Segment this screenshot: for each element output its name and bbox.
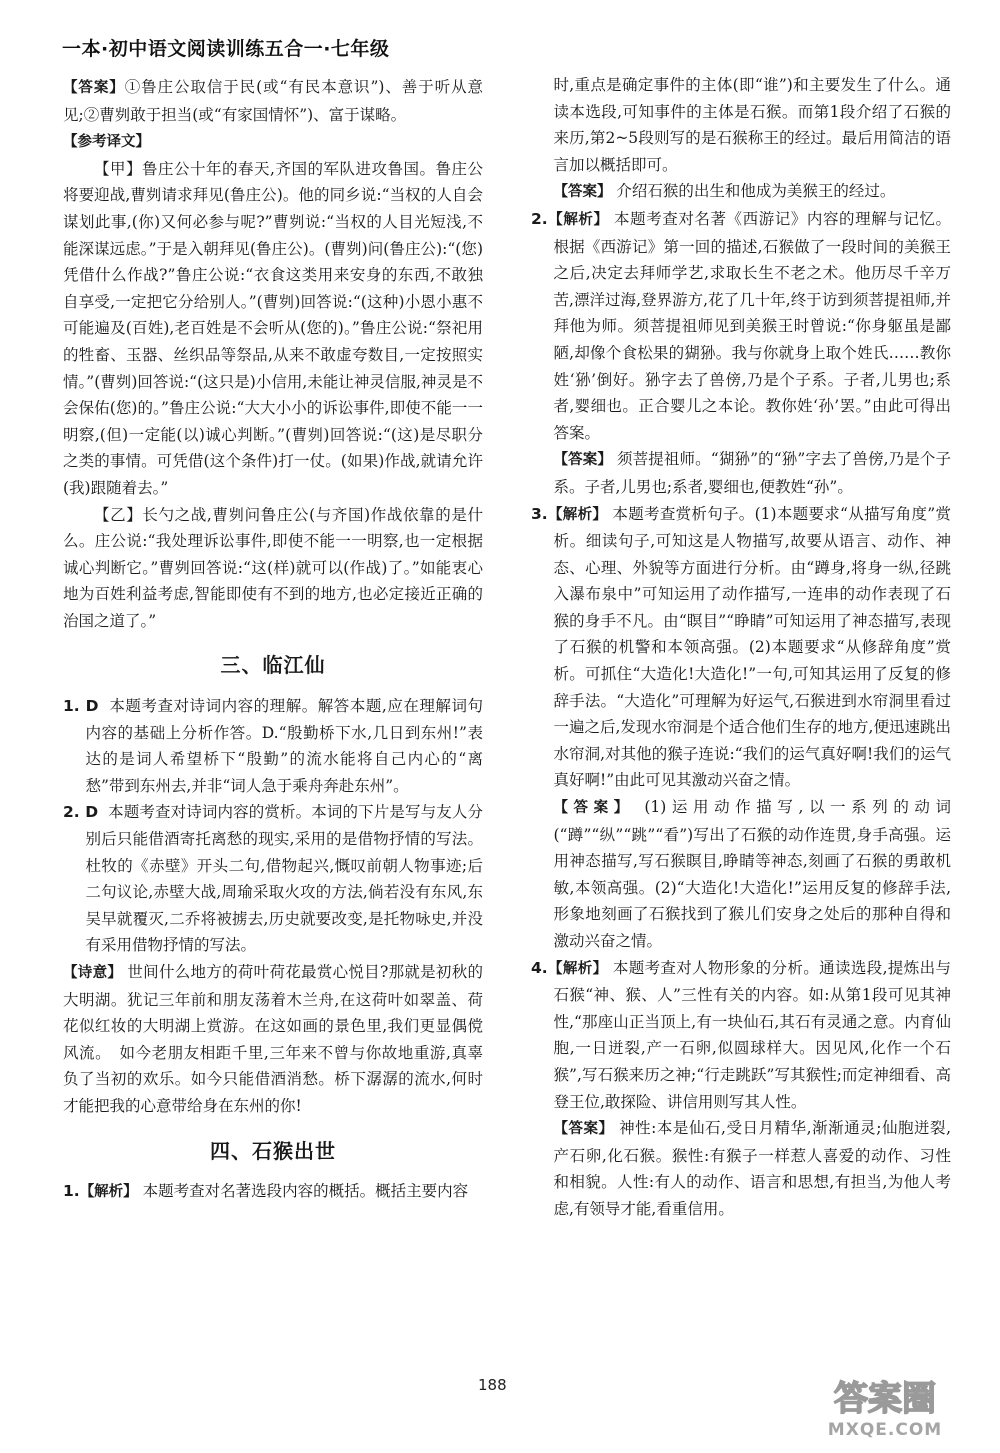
question-3-number: 3. [531,504,548,523]
answer-1-text: 介绍石猴的出生和他成为美猴王的经过。 [616,182,896,201]
question-4-text: 本题考查对人物形象的分析。通读选段,提炼出与石猴“神、猴、人”三性有关的内容。如:从第1段可见其神性,“那座山正当顶上,有一块仙石,其石有灵通之意。内育仙胞,一日迸裂,产一石卵,似圆球样大。因见风,化作一个石猴”,写石猴来历之神;“行走跳跃”写其猴性;而定神细看、高登王位,敢探险、讲信用则写其人性。 [553,958,951,1111]
answer-3-text: (1)运用动作描写,以一系列的动词(“蹲”“纵”“跳”“看”)写出了石猴的动作连贯,身手高强。运用神态描写,写石猴瞑目,睁睛等神态,刻画了石猴的勇敢机敏,本领高强。(2)“大造化!大造化!”运用反复的修辞手法,形象地刻画了石猴找到了猴儿们安身之处后的那种自得和激动兴奋之情。 [553,798,951,950]
answer-3-tag: 【答案】 [553,800,634,817]
answer-4-tag: 【答案】 [553,1121,614,1138]
reference-translation-heading [63,128,483,156]
answer-2 [531,446,951,500]
translation-jia: 【甲】鲁庄公十年的春天,齐国的军队进攻鲁国。鲁庄公将要迎战,曹刿请求拜见(鲁庄公)。他的同乡说:“当权的人自会谋划此事,(你)又何必参与呢?”曹刿说:“当权的人目光短浅,不能深谋远虑。”于是入朝拜见(鲁庄公)。(曹刿)问(鲁庄公):“(您)凭借什么作战?”鲁庄公说:“衣食这类用来安身的东西,不敢独自享受,一定把它分给别人。”(曹刿)回答说:“(这种)小恩小惠不可能遍及(百姓),老百姓是不会听从(您的)。”鲁庄公说:“祭祀用的牲畜、玉器、丝织品等祭品,从来不敢虚夸数目,一定按照实情。”(曹刿)回答说:“(这只是)小信用,未能让神灵信服,神灵是不会保佑(您)的。”鲁庄公说:“大大小小的诉讼事件,即使不能一一明察,(但)一定能(以)诚心判断。”(曹刿)回答说:“(这)是尽职分之类的事情。可凭借(这个条件)打一仗。(如果)作战,就请允许(我)跟随着去。” [63,159,483,497]
question-3-tag: 【解析】 [547,506,608,523]
question-2-tag: 【解析】 [547,211,609,228]
poem-tag: 【诗意】 [63,965,123,981]
question-2-text: 本题考查对名著《西游记》内容的理解与记忆。根据《西游记》第一回的描述,石猴做了一段时间的美猴王之后,决定去拜师学艺,求取长生不老之术。他历尽千辛万苦,漂洋过海,登界游方,花了几十年,终于访到须菩提祖师,并拜他为师。须菩提祖师见到美猴王时曾说:“你身躯虽是鄙陋,却像个食松果的猢狲。我与你就身上取个姓氏……教你姓‘狲’倒好。狲字去了兽傍,乃是个子系。子者,儿男也;系者,婴细也。正合婴儿之本论。教你姓‘孙’罢。”由此可得出答案。 [553,209,951,442]
answer-1-tag: 【答案】 [553,184,612,201]
section-title-linjiangxian: 三、临江仙 [220,653,326,678]
question-1-text: 本题考查对诗词内容的理解。解答本题,应在理解词句内容的基础上分析作答。D.“殷勤桥下水,几日到东州!”表达的是词人希望桥下“殷勤”的流水能将自己内心的“离愁”带到东州去,并非“词人急于乘舟奔赴东州”。 [85,697,483,795]
question-4-number: 4. [531,958,548,977]
question-2-analysis [531,206,951,446]
question-2-number: 2. D [63,803,99,822]
analysis-tag: 【解析】 [79,1184,138,1201]
page-number: 188 [478,1376,507,1394]
answer-block [63,74,483,128]
answer-1 [531,178,951,206]
watermark-text: 答案圈 [834,1379,936,1419]
reference-tag: 【参考译文】 [63,134,150,151]
section4-question-1-number: 1. [63,1182,80,1201]
question-4-analysis [531,955,951,1116]
question-1 [63,693,483,799]
question-3-analysis [531,501,951,795]
question-4-tag: 【解析】 [547,960,608,977]
question-2 [63,799,483,959]
section4-question-1-text: 本题考查对名著选段内容的概括。概括主要内容 [142,1182,469,1201]
section4-question-1 [63,1178,483,1206]
poem-meaning [63,959,483,1120]
left-column [63,74,483,1206]
watermark-logo [800,1372,970,1442]
watermark-url: MXQE.COM [827,1420,943,1440]
answer-4 [531,1115,951,1222]
question-2-number: 2. [531,209,548,228]
answer-tag: 【答案】 [63,80,125,96]
question-1-number: 1. D [63,697,99,716]
answer-2-tag: 【答案】 [553,452,612,469]
poem-text: 世间什么地方的荷叶荷花最赏心悦目?那就是初秋的大明湖。犹记三年前和朋友荡着木兰舟,在这荷叶如翠盖、荷花似红妆的大明湖上赏游。在这如画的景色里,我们更显偶傥风流。 如今老朋友相距千里,三年来不曾与你故地重游,真辜负了当初的欢乐。如今只能借酒消愁。桥下潺潺的流水,何时才能把我的心意带给身在东州的你! [63,963,484,1115]
answer-4-text: 神性:本是仙石,受日月精华,渐渐通灵;仙胞迸裂,产石卵,化石猴。猴性:有猴子一样惹人喜爱的动作、习性和相貌。人性:有人的动作、语言和思想,有担当,为他人考虑,有领导才能,看重信用。 [553,1119,951,1218]
answer-2-text: 须菩提祖师。“猢狲”的“狲”字去了兽傍,乃是个子系。子者,儿男也;系者,婴细也,便教姓“孙”。 [553,450,952,496]
question-3-text: 本题考查赏析句子。(1)本题要求“从描写角度”赏析。细读句子,可知这是人物描写,故要从语言、动作、神态、心理、外貌等方面进行分析。由“蹲身,将身一纵,径跳入瀑布泉中”可知运用了动作描写,一连串的动作表现了石猴的身手不凡。由“瞑目”“睁睛”可知运用了神态描写,表现了石猴的机警和本领高强。(2)本题要求“从修辞角度”赏析。可抓住“大造化!大造化!”一句,可知其运用了反复的修辞手法。“大造化”可理解为好运气,石猴进到水帘洞里看过一遍之后,发现水帘洞是个适合他们生存的地方,便迅速跳出水帘洞,对其他的猴子连说:“我们的运气真好啊!我们的运气真好啊!”由此可见其激动兴奋之情。 [553,504,951,790]
answer-text: ①鲁庄公取信于民(或“有民本意识”)、善于听从意见;②曹刿敢于担当(或“有家国情怀”)、富于谋略。 [63,78,483,124]
section-title-shihou: 四、石猴出世 [210,1138,336,1163]
page-header: 一本·初中语文阅读训练五合一·七年级 [62,38,390,60]
continued-analysis: 时,重点是确定事件的主体(即“谁”)和主要发生了什么。通读本选段,可知事件的主体是石猴。而第1段介绍了石猴的来历,第2~5段则写的是石猴称王的经过。最后用简洁的语言加以概括即可。 [553,76,951,174]
question-2-text: 本题考查对诗词内容的赏析。本词的下片是写与友人分别后只能借酒寄托离愁的现实,采用的是借物抒情的写法。杜牧的《赤壁》开头二句,借物起兴,慨叹前朝人物事迹;后二句议论,赤壁大战,周瑜采取火攻的方法,倘若没有东风,东吴早就覆灭,二乔将被掳去,历史就要改变,是托物咏史,并没有采用借物抒情的写法。 [85,803,483,955]
translation-yi: 【乙】长勺之战,曹刿问鲁庄公(与齐国)作战依靠的是什么。庄公说:“我处理诉讼事件,即使不能一一明察,也一定根据诚心判断它。”曹刿回答说:“这(样)就可以(作战)了。”如能衷心地为百姓利益考虑,智能即使有不到的地方,也必定接近正确的治国之道了。” [63,505,483,630]
right-column [531,72,951,1223]
answer-3 [531,794,951,955]
